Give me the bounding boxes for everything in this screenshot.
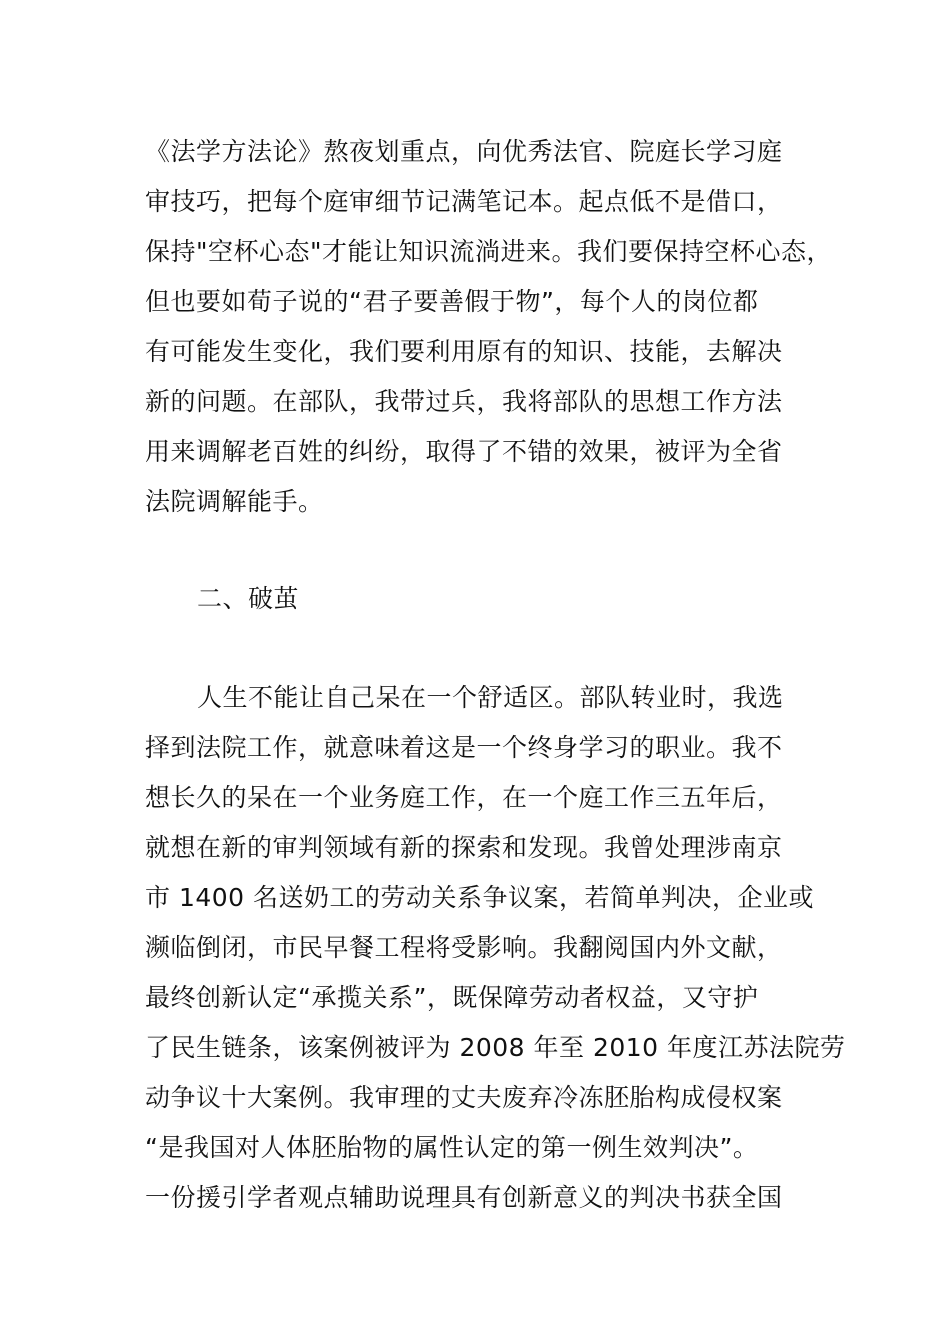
paragraph-line: 新的问题。在部队，我带过兵，我将部队的思想工作方法 bbox=[145, 387, 783, 416]
paragraph-line: 有可能发生变化，我们要利用原有的知识、技能，去解决 bbox=[145, 337, 783, 366]
paragraph-line: 法院调解能手。 bbox=[145, 487, 324, 516]
paragraph-line: “是我国对人体胚胎物的属性认定的第一例生效判决”。 bbox=[145, 1133, 759, 1162]
paragraph-line: 保持"空杯心态"才能让知识流淌进来。我们要保持空杯心态， bbox=[145, 237, 833, 266]
paragraph-line: 濒临倒闭，市民早餐工程将受影响。我翻阅国内外文献， bbox=[145, 933, 783, 962]
paragraph-line: 《法学方法论》熬夜划重点，向优秀法官、院庭长学习庭 bbox=[145, 137, 783, 166]
paragraph-continued bbox=[145, 127, 833, 527]
paragraph-line: 人生不能让自己呆在一个舒适区。部队转业时，我选 bbox=[197, 683, 784, 712]
paragraph-line: 择到法院工作，就意味着这是一个终身学习的职业。我不 bbox=[145, 733, 783, 762]
paragraph-line: 最终创新认定“承揽关系”，既保障劳动者权益，又守护 bbox=[145, 983, 759, 1012]
paragraph-line: 用来调解老百姓的纠纷，取得了不错的效果，被评为全省 bbox=[145, 437, 783, 466]
paragraph-2 bbox=[145, 673, 846, 1223]
paragraph-line: 动争议十大案例。我审理的丈夫废弃冷冻胚胎构成侵权案 bbox=[145, 1083, 783, 1112]
paragraph-line: 但也要如荀子说的“君子要善假于物”，每个人的岗位都 bbox=[145, 287, 759, 316]
section-heading: 二、破茧 bbox=[197, 584, 300, 613]
paragraph-line: 想长久的呆在一个业务庭工作，在一个庭工作三五年后， bbox=[145, 783, 783, 812]
section-heading-block bbox=[145, 574, 815, 624]
paragraph-line: 一份援引学者观点辅助说理具有创新意义的判决书获全国 bbox=[145, 1183, 783, 1212]
paragraph-line: 市 1400 名送奶工的劳动关系争议案，若简单判决，企业或 bbox=[145, 883, 815, 912]
paragraph-line: 了民生链条，该案例被评为 2008 年至 2010 年度江苏法院劳 bbox=[145, 1033, 846, 1062]
paragraph-line: 就想在新的审判领域有新的探索和发现。我曾处理涉南京 bbox=[145, 833, 783, 862]
paragraph-line: 审技巧，把每个庭审细节记满笔记本。起点低不是借口， bbox=[145, 187, 783, 216]
